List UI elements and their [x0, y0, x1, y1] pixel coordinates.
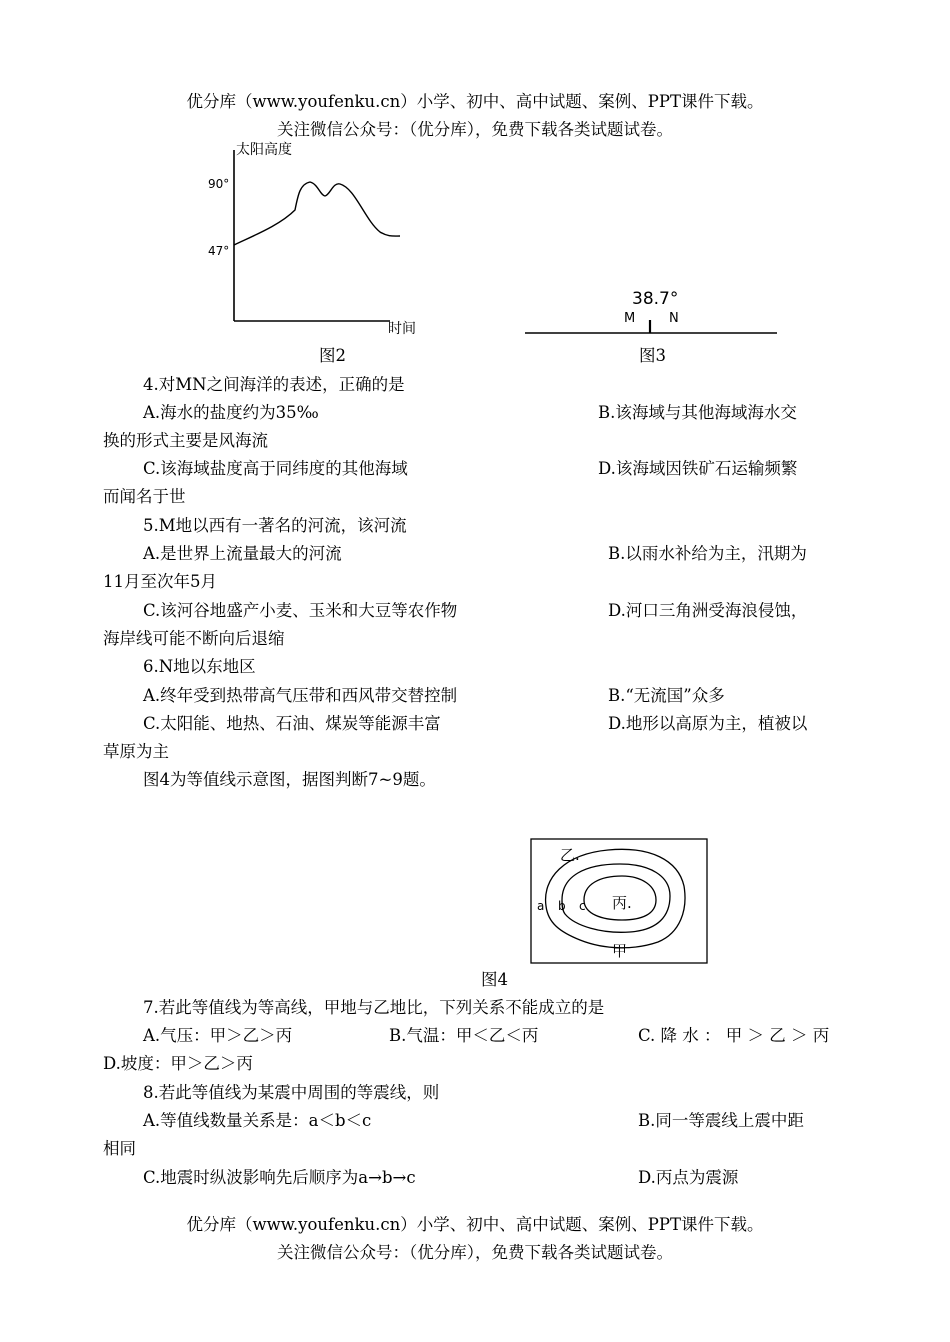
q6-option-b: B.“无流国”众多	[608, 686, 725, 705]
q4-option-b-cont: 换的形式主要是风海流	[103, 431, 268, 450]
q6-option-c: C.太阳能、地热、石油、煤炭等能源丰富	[143, 714, 441, 733]
figure-3-latitude-line	[520, 280, 790, 340]
q8-option-b-cont: 相同	[103, 1139, 136, 1158]
q6-option-d-cont: 草原为主	[103, 742, 169, 761]
q8-stem: 8.若此等值线为某震中周围的等震线，则	[143, 1083, 440, 1102]
q7-option-d: D.坡度：甲＞乙＞丙	[103, 1054, 253, 1073]
fig2-ylabel: 太阳高度	[236, 142, 292, 158]
fig4-caption: 图4	[481, 970, 508, 989]
q6-stem: 6.N地以东地区	[143, 657, 256, 676]
q7-option-a: A.气压：甲＞乙＞丙	[143, 1026, 293, 1045]
footer-line-1: 优分库（www.youfenku.cn）小学、初中、高中试题、案例、PPT课件下载。	[186, 1215, 764, 1234]
fig3-caption: 图3	[639, 346, 666, 365]
q7-option-b: B.气温：甲＜乙＜丙	[389, 1026, 539, 1045]
q4-stem: 4.对MN之间海洋的表述，正确的是	[143, 375, 405, 394]
fig3-value: 38.7°	[632, 289, 679, 309]
fig4-label-c: c	[579, 899, 586, 913]
fig4-label-yi: 乙.	[560, 846, 580, 864]
header-line-2: 关注微信公众号：（优分库），免费下载各类试题试卷。	[277, 120, 673, 139]
q4-option-d-cont: 而闻名于世	[103, 487, 186, 506]
q8-option-b: B.同一等震线上震中距	[638, 1111, 804, 1130]
fig3-label-m: M	[624, 311, 636, 326]
header-line-1: 优分库（www.youfenku.cn）小学、初中、高中试题、案例、PPT课件下载。	[186, 92, 764, 111]
q8-option-a: A.等值线数量关系是：a＜b＜c	[143, 1111, 372, 1130]
fig3-label-n: N	[669, 311, 679, 326]
q8-option-d: D.丙点为震源	[638, 1168, 739, 1187]
q5-option-d: D.河口三角洲受海浪侵蚀，	[608, 601, 808, 620]
q7-option-c: C. 降 水 ： 甲 ＞ 乙 ＞ 丙	[638, 1026, 830, 1045]
fig4-intro: 图4为等值线示意图，据图判断7~9题。	[143, 770, 436, 789]
q6-option-d: D.地形以高原为主，植被以	[608, 714, 808, 733]
q5-option-d-cont: 海岸线可能不断向后退缩	[103, 629, 285, 648]
fig4-label-bing: 丙.	[612, 894, 632, 912]
q8-option-c: C.地震时纵波影响先后顺序为a→b→c	[143, 1168, 416, 1187]
q5-option-b: B.以雨水补给为主，汛期为	[608, 544, 807, 563]
q4-option-c: C.该海域盐度高于同纬度的其他海域	[143, 459, 408, 478]
fig2-caption: 图2	[319, 346, 346, 365]
fig4-label-jia: 甲	[612, 942, 628, 960]
figure-4-isoline-diagram	[530, 838, 710, 966]
q5-option-b-cont: 11月至次年5月	[103, 572, 217, 591]
q4-option-d: D.该海域因铁矿石运输频繁	[598, 459, 798, 478]
q4-option-a: A.海水的盐度约为35‰	[143, 403, 319, 422]
fig2-tick-90: 90°	[208, 177, 230, 191]
fig4-label-a: a	[537, 899, 545, 913]
fig2-sun-altitude-curve	[234, 182, 400, 245]
fig2-tick-47: 47°	[208, 244, 230, 258]
q7-stem: 7.若此等值线为等高线，甲地与乙地比，下列关系不能成立的是	[143, 998, 605, 1017]
q5-stem: 5.M地以西有一著名的河流，该河流	[143, 516, 407, 535]
fig4-label-b: b	[558, 899, 566, 913]
q6-option-a: A.终年受到热带高气压带和西风带交替控制	[143, 686, 458, 705]
q4-option-b: B.该海域与其他海域海水交	[598, 403, 797, 422]
q5-option-c: C.该河谷地盛产小麦、玉米和大豆等农作物	[143, 601, 458, 620]
fig2-xlabel: 时间	[388, 321, 416, 337]
q5-option-a: A.是世界上流量最大的河流	[143, 544, 342, 563]
figure-2-sun-altitude-graph	[200, 140, 440, 340]
footer-line-2: 关注微信公众号：（优分库），免费下载各类试题试卷。	[277, 1243, 673, 1262]
